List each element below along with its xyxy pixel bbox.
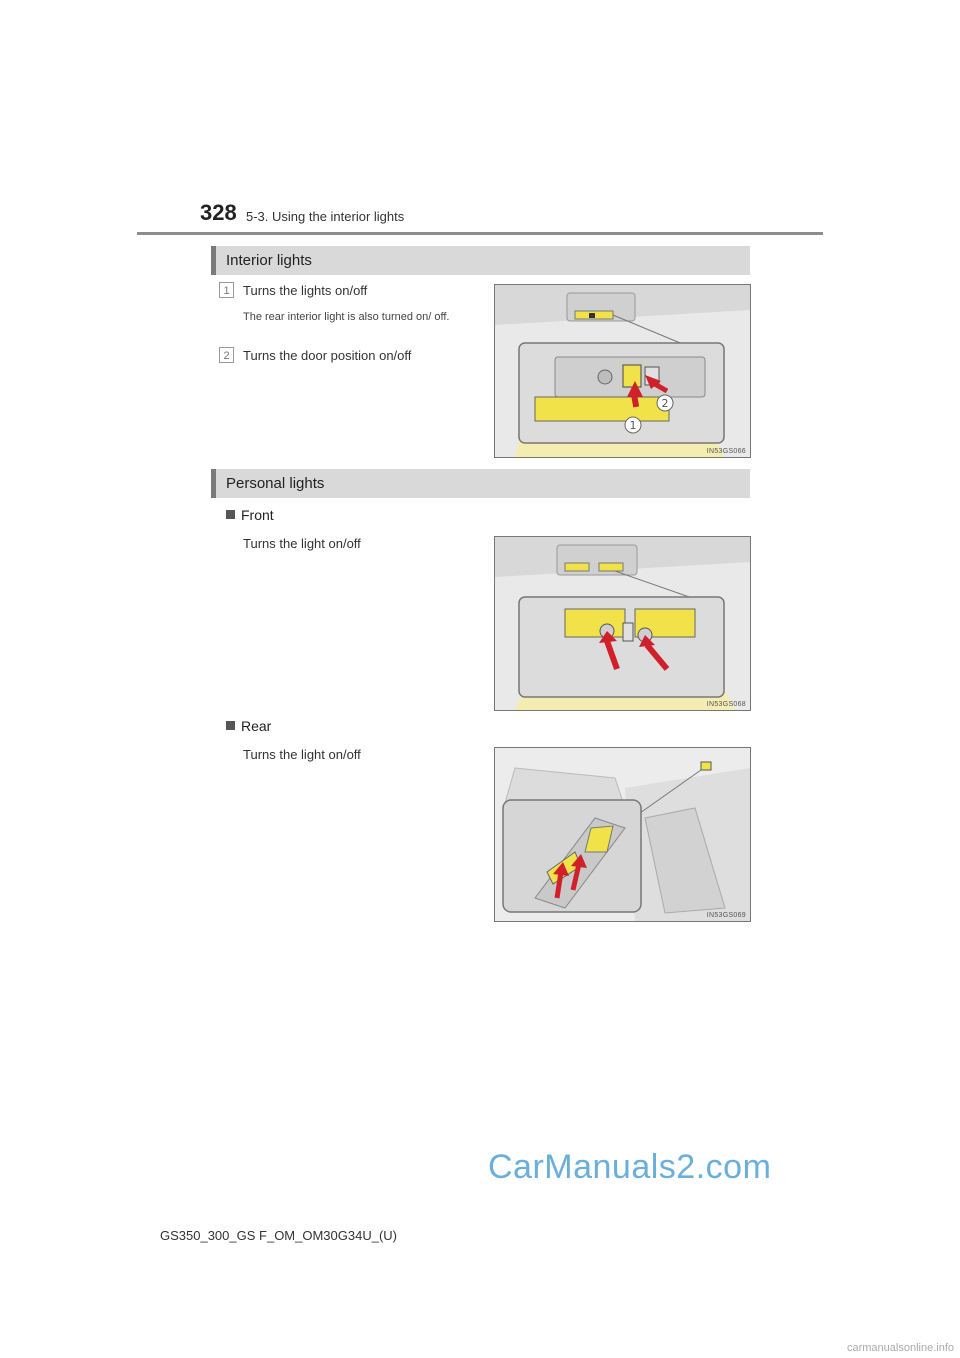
- footer-code: GS350_300_GS F_OM_OM30G34U_(U): [160, 1228, 397, 1243]
- chapter-title: 5-3. Using the interior lights: [246, 209, 405, 224]
- figure-code-front: IN53GS068: [706, 701, 746, 708]
- item-text-2: Turns the door position on/off: [243, 348, 412, 363]
- figure-code-interior: IN53GS066: [706, 448, 746, 455]
- figure-rear-personal-lights: [494, 747, 751, 922]
- svg-text:1: 1: [629, 419, 637, 432]
- item-note-1: The rear interior light is also turned on/ off.: [243, 311, 450, 323]
- figure-front-personal-lights: [494, 536, 751, 711]
- header-rule: [137, 232, 823, 235]
- figure-code-rear: IN53GS069: [706, 912, 746, 919]
- item-badge-2: 2: [219, 347, 234, 363]
- svg-text:2: 2: [661, 397, 669, 410]
- sub-heading-front: [226, 507, 274, 523]
- sub-heading-rear: [226, 718, 271, 734]
- rear-heading-label: Rear: [241, 718, 272, 734]
- watermark: CarManuals2.com: [488, 1148, 772, 1186]
- rear-text: Turns the light on/off: [243, 747, 361, 762]
- watermark-bottom: carmanualsonline.info: [846, 1342, 954, 1354]
- section-title-interior: Interior lights: [226, 252, 312, 269]
- square-bullet-icon: [226, 510, 235, 519]
- section-bar-personal: [211, 469, 750, 498]
- section-bar-interior: [211, 246, 750, 275]
- square-bullet-icon: [226, 721, 235, 730]
- figure-interior-lights: [494, 284, 751, 458]
- item-text-1: Turns the lights on/off: [243, 283, 368, 298]
- front-heading-label: Front: [241, 507, 274, 523]
- page-number: 328: [200, 200, 237, 225]
- front-text: Turns the light on/off: [243, 536, 361, 551]
- section-title-personal: Personal lights: [226, 475, 325, 492]
- item-badge-1: 1: [219, 282, 234, 298]
